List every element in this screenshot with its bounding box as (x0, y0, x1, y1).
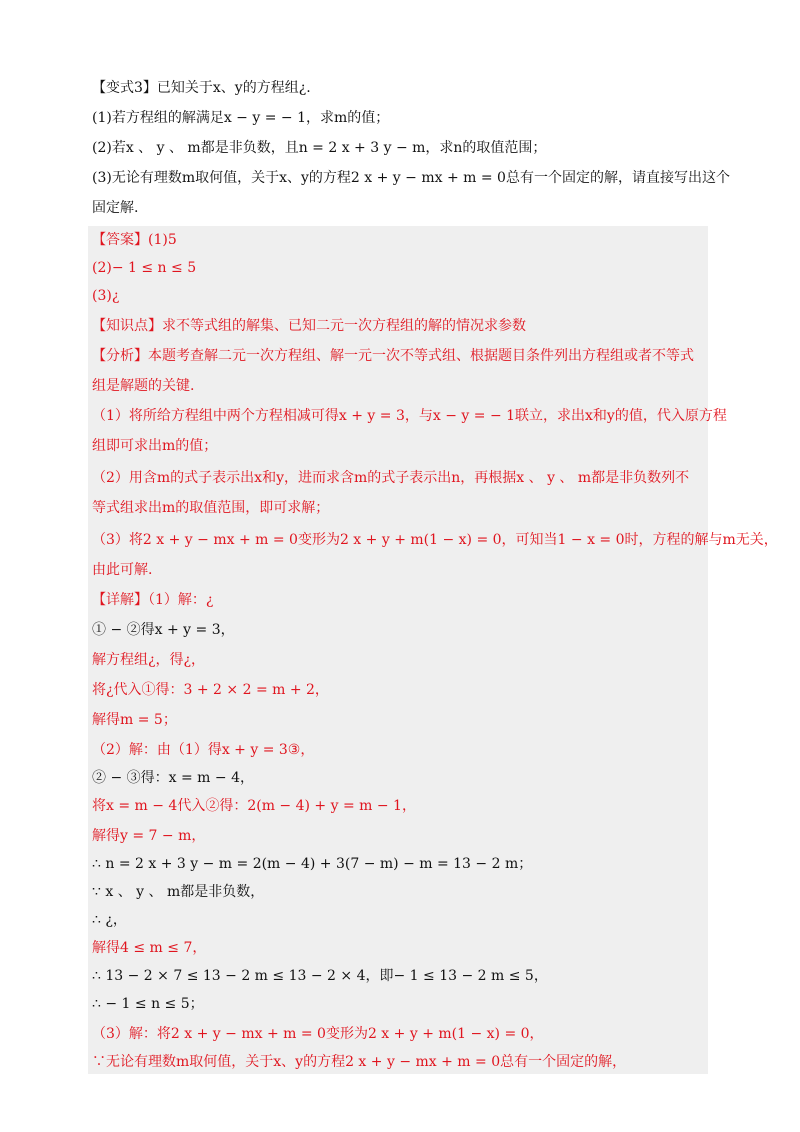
question-part-3-line-1: (3)无论有理数m取何值，关于x、y的方程2 x + y − mx + m = 0总有一个固定的解，请直接写出这个 (92, 170, 730, 186)
detail-line-16: （3）解：将2 x + y − mx + m = 0变形为2 x + y + m(1 − x) = 0， (92, 1026, 544, 1042)
detail-line-13: 解得4 ≤ m ≤ 7， (92, 940, 207, 956)
answer-line-2: (2)− 1 ≤ n ≤ 5 (92, 260, 197, 276)
detail-line-6: （2）解：由（1）得x + y = 3③， (92, 742, 315, 758)
detail-line-5: 解得m = 5； (92, 712, 177, 728)
analysis-line-4: 组即可求出m的值； (92, 438, 218, 454)
analysis-line-3: （1）将所给方程组中两个方程相减可得x + y = 3，与x − y = − 1联立，求出x和y的值，代入原方程 (92, 408, 727, 424)
detail-line-15: ∴ − 1 ≤ n ≤ 5； (92, 996, 204, 1012)
knowledge-point: 【知识点】求不等式组的解集、已知二元一次方程组的解的情况求参数 (92, 318, 526, 334)
detail-line-9: 解得y = 7 − m， (92, 828, 206, 844)
analysis-line-7: （3）将2 x + y − mx + m = 0变形为2 x + y + m(1 − x) = 0，可知当1 − x = 0时，方程的解与m无关， (92, 532, 778, 548)
detail-line-8: 将x = m − 4代入②得：2(m − 4) + y = m − 1， (92, 798, 416, 814)
detail-line-2: ① − ②得x + y = 3， (92, 622, 235, 638)
detail-line-12: ∴ ¿， (92, 912, 127, 928)
detail-line-17: ∵无论有理数m取何值，关于x、y的方程2 x + y − mx + m = 0总有一个固定的解， (92, 1054, 627, 1070)
analysis-line-8: 由此可解. (92, 562, 153, 578)
question-part-3-line-2: 固定解. (92, 200, 139, 216)
question-part-1: (1)若方程组的解满足x − y = − 1，求m的值； (92, 110, 390, 126)
analysis-line-6: 等式组求出m的取值范围，即可求解； (92, 500, 330, 516)
answer-line-1: 【答案】(1)5 (92, 232, 177, 248)
detail-line-10: ∴ n = 2 x + 3 y − m = 2(m − 4) + 3(7 − m) − m = 13 − 2 m； (92, 856, 533, 872)
analysis-line-2: 组是解题的关键. (92, 378, 195, 394)
detail-line-14: ∴ 13 − 2 × 7 ≤ 13 − 2 m ≤ 13 − 2 × 4，即− 1 ≤ 13 − 2 m ≤ 5， (92, 968, 548, 984)
detail-line-11: ∵ x 、 y 、 m都是非负数， (92, 884, 265, 900)
detail-line-4: 将¿代入①得：3 + 2 × 2 = m + 2， (92, 682, 329, 698)
question-part-2: (2)若x 、 y 、 m都是非负数，且n = 2 x + 3 y − m，求n的取值范围； (92, 140, 547, 156)
detail-line-1: 【详解】（1）解：¿ (92, 592, 214, 608)
answer-line-3: (3)¿ (92, 288, 120, 304)
question-title: 【变式3】已知关于x、y的方程组¿. (92, 80, 311, 96)
detail-line-3: 解方程组¿，得¿， (92, 652, 206, 668)
detail-line-7: ② − ③得：x = m − 4， (92, 770, 254, 786)
analysis-line-1: 【分析】本题考查解二元一次方程组、解一元一次不等式组、根据题目条件列出方程组或者不等式 (92, 348, 694, 364)
analysis-line-5: （2）用含m的式子表示出x和y，进而求含m的式子表示出n，再根据x 、 y 、 m都是非负数列不 (92, 470, 690, 486)
